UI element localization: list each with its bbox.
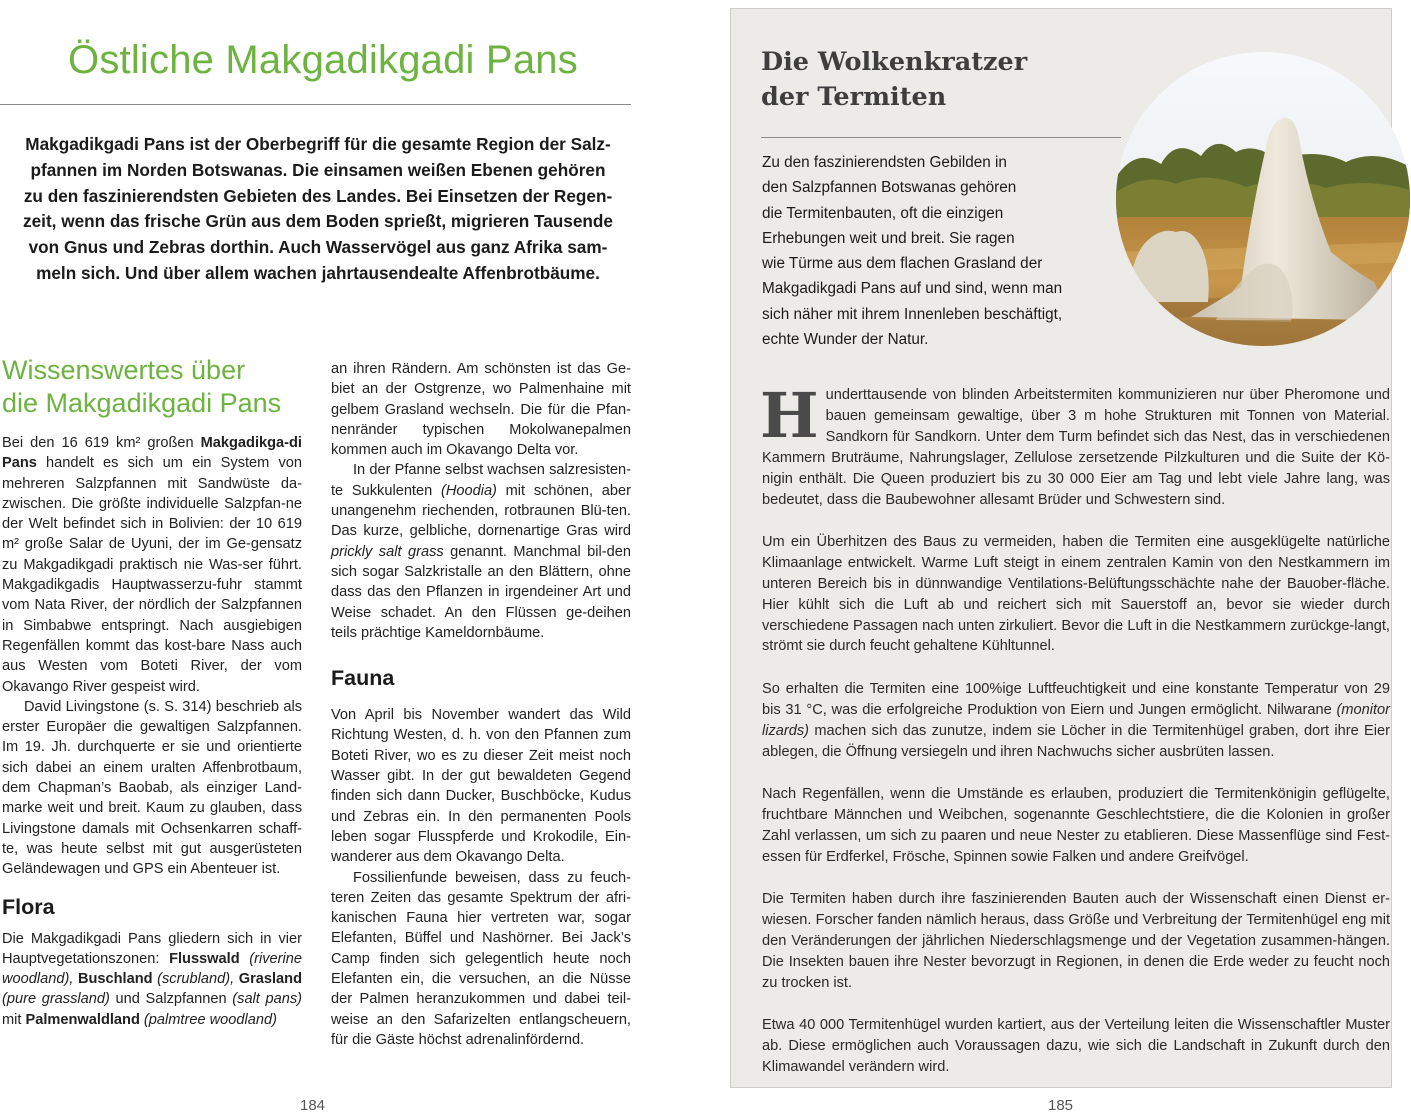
- text-run: und Salzpfannen: [109, 991, 233, 1008]
- text-column-left: [2, 354, 302, 1030]
- text-run: So erhalten die Termiten eine 100%ige Luftfeuchtigkeit und eine konstante Temperatur von 29 bis 31 °C, was die erfolgreiche Produktion von Eiern und Jungen ermöglicht. Nilwarane: [762, 680, 1390, 718]
- bold-term: Buschland: [73, 971, 153, 988]
- flora-heading: Flora: [2, 894, 55, 919]
- page-number: 185: [1048, 1097, 1074, 1114]
- sidebar-body: [760, 379, 1390, 1099]
- termite-mound-illustration: [1116, 52, 1410, 346]
- paragraph: David Livingstone (s. S. 314) beschrieb als erster Europäer die gewaltigen Salzpfannen. Im 19. Jh. durchquerte er sie und orientierte sich dabei an einem uralten Affenbrotbaum, dem Chapman’s Baobab, als einziger Land-marke weit und breit. Kaum zu glauben, dass Livingstone damals mit Ochsenkarren schaff-te, was heute selbst mit gut ausgerüsteten Geländewagen und GPS ein Abenteuer ist.: [2, 698, 302, 878]
- intro-line: zu den faszinierendsten Gebieten des Landes. Bei Einsetzen der Regen-: [23, 185, 613, 206]
- lead-line: Erhebungen weit und breit. Sie ragen: [762, 229, 1015, 247]
- text-column-middle: [331, 359, 631, 1050]
- section-heading-line: Wissenswertes über: [2, 355, 246, 385]
- text-run: underttausende von blinden Arbeitstermiten kommunizieren nur über Pheromone und bauen gemeinsam gewaltige, über 3 m hohe Strukturen mit Tonnen von Material. Sandkorn für Sandkorn. Unter dem Turm befindet sich das Nest, das in verschiedenen Kammern Bruträume, Nahrungslager, Zellulose zersetzende Pilzkulturen und die Suite der Kö-nigin enthält. Die Queen produziert bis zu 30 000 Eier am Tag und lebt viele Jahre lang, was bedeutet, dass die Baubewohner allesamt Brüder und Schwestern sind.: [762, 387, 1390, 508]
- intro-paragraph: [18, 132, 618, 287]
- chapter-title: Östliche Makgadikgadi Pans: [68, 38, 578, 82]
- intro-line: zeit, wenn das frische Grün aus dem Boden sprießt, migrieren Tausende: [23, 211, 613, 232]
- paragraph: Die Termiten haben durch ihre faszinierenden Bauten auch der Wissenschaft einen Dienst er-wiesen. Forscher fanden nämlich heraus, dass Größe und Verbreitung der Termitenhügel eng mit den Veränderungen der jährlichen Niederschlagsmenge und der Vegetation zusammen-hängen. Die Insekten bauen ihre Nester bevorzugt in Regionen, in denen die Erde weder zu feucht noch zu trocken ist.: [762, 891, 1390, 991]
- text-run: machen sich das zunutze, indem sie Löcher in die Termitenhügel graben, dort ihre Eier ablegen, die Öffnung versiegeln und ihren Nachwuchs sicher ausbrüten lassen.: [762, 722, 1390, 760]
- lead-line: Zu den faszinierendsten Gebilden in: [762, 154, 1007, 171]
- text-run: mit schönen, aber unangenehm riechenden, rotbraunen Blü-ten. Das kurze, gelbliche, dornenartige Gras wird: [331, 482, 631, 540]
- bold-term: Flusswald: [169, 950, 240, 967]
- italic-term: (pure grassland): [2, 991, 110, 1008]
- paragraph: [760, 379, 1390, 510]
- sidebar-lead: [762, 150, 1092, 352]
- bold-term: Makgadikga-di Pans: [2, 435, 302, 472]
- sidebar-title: [761, 45, 1121, 115]
- italic-term: (scrubland),: [152, 971, 235, 988]
- lead-line: die Termitenbauten, oft die einzigen: [762, 204, 1004, 222]
- text-run: Die Makgadikgadi Pans gliedern sich in vier Hauptvegetationszonen:: [2, 930, 302, 967]
- intro-line: Makgadikgadi Pans ist der Oberbegriff für die gesamte Region der Salz-: [25, 134, 611, 154]
- spread-gutter: [705, 0, 720, 1115]
- bold-term: Palmenwaldland: [25, 1011, 140, 1028]
- lead-line: den Salzpfannen Botswanas gehören: [762, 179, 1017, 197]
- text-run: Bei den 16 619 km² großen: [2, 435, 201, 451]
- paragraph: [331, 460, 631, 643]
- lead-line: sich näher mit ihrem Innenleben beschäftigt,: [762, 305, 1063, 323]
- fauna-heading: Fauna: [331, 666, 395, 691]
- section-heading: [2, 354, 302, 420]
- paragraph: Etwa 40 000 Termitenhügel wurden kartiert, aus der Verteilung leiten die Wissenschaftler Muster ab. Diese ermöglichen auch Voraussagen dazu, wie sich die Landschaft in Zukunft durch den Klimawandel verändern wird.: [762, 1017, 1390, 1075]
- paragraph: Um ein Überhitzen des Baus zu vermeiden, haben die Termiten eine ausgeklügelte natürliche Klimaanlage entwickelt. Warme Luft steigt in einem zentralen Kamin von den Nestkammern im unteren Bereich bis in dünnwandige Ventilations-Belüftungsschächte nahe der Bauober-fläche. Hier kühlt sich die Luft ab und reichert sich mit Sauerstoff an, bevor sie wieder durch verschiedene Passagen nach unten zirkuliert. Bevor die Luft in die Nestkammern zurückge-langt, strömt sie durch feucht gehaltene Kühltunnel.: [762, 533, 1390, 655]
- paragraph: Fossilienfunde beweisen, dass zu feuch-teren Zeiten das gesamte Spektrum der afri-kanischen Fauna hier vertreten war, sogar Elefanten, Büffel und Nashörner. Bei Jack’s Camp finden sich gelegentlich heute noch Elefanten ein, die versuchen, an die Nüsse der Palmen heranzukommen und dabei teil-weise an den Safarizelten entlangscheuern, für die Gäste höchst adrenalinfördernd.: [331, 869, 631, 1048]
- lead-line: echte Wunder der Natur.: [762, 331, 929, 349]
- left-page: [0, 0, 705, 1115]
- paragraph: Nach Regenfällen, wenn die Umstände es erlauben, produziert die Termitenkönigin geflügelte, fruchtbare Männchen und Weibchen, sogenannte Geschlechtstiere, die die Kolonien in großer Zahl verlassen, um sich zu paaren und neue Nester zu etablieren. Diese Massenflüge sind Fest-essen für Erdferkel, Frösche, Spinnen sowie Falken und andere Greifvögel.: [762, 786, 1390, 865]
- intro-line: meln sich. Und über allem wachen jahrtausendealte Affenbrotbäume.: [36, 262, 600, 283]
- text-run: handelt es sich um ein System von mehreren Salzpfannen mit Sandwüste da-zwischen. Die größte individuelle Salzpfan-ne der Welt befindet sich in Bolivien: der 10 619 m² große Salar de Uyuni, der im Ge-gensatz zu Makgadikgadi praktisch nie Was-ser führt. Makgadikgadis Hauptwasserzu-fuhr stammt vom Nata River, der nördlich der Salzpfannen in Simbabwe entspringt. Nach ausgiebigen Regenfällen kommt das kost-bare Nass auch aus Westen vom Boteti River, der vom Okavango River gespeist wird.: [2, 455, 302, 695]
- italic-term: (salt pans): [232, 991, 302, 1008]
- text-run: mit: [2, 1011, 26, 1028]
- right-page: [720, 0, 1411, 1115]
- drop-cap: H: [760, 379, 819, 452]
- sidebar-box: [730, 8, 1392, 1088]
- paragraph: Von April bis November wandert das Wild Richtung Westen, d. h. von den Pfannen zum Boteti River, wo es zu dieser Zeit meist noch Wasser gibt. In der gut bewaldeten Gegend finden sich dann Ducker, Buschböcke, Kudus und Zebras ein. In den permanenten Pools leben sogar Flusspferde und Krokodile, Ein-wanderer aus dem Okavango Delta.: [331, 707, 631, 866]
- italic-term: (riverine woodland),: [2, 950, 302, 988]
- paragraph: [2, 929, 302, 1030]
- sidebar-title-line: Die Wolkenkratzer: [761, 47, 1028, 77]
- intro-line: pfannen im Norden Botswanas. Die einsamen weißen Ebenen gehören: [30, 159, 606, 180]
- paragraph: [762, 679, 1390, 763]
- lead-line: Makgadikgadi Pans auf und sind, wenn man: [762, 280, 1063, 298]
- page-number: 184: [300, 1097, 326, 1114]
- sidebar-divider: [761, 137, 1121, 138]
- italic-term: prickly salt grass: [331, 543, 444, 560]
- chapter-divider: [0, 104, 631, 105]
- bold-term: Grasland: [234, 971, 302, 988]
- text-run: In der Pfanne selbst wachsen salzresisten-te Sukkulenten: [331, 462, 631, 499]
- paragraph: [2, 433, 302, 697]
- italic-term: (Hoodia): [440, 482, 497, 499]
- section-heading-line: die Makgadikgadi Pans: [2, 388, 282, 418]
- sidebar-title-line: der Termiten: [761, 82, 947, 112]
- italic-term: (palmtree woodland): [139, 1011, 277, 1028]
- lead-line: wie Türme aus dem flachen Grasland der: [762, 255, 1043, 273]
- text-run: genannt. Manchmal bil-den sich sogar Salzkristalle an den Blättern, ohne dass das den Pflanzen in irgendeiner Art und Weise schadet. An den Flüssen ge-deihen teils prächtige Kameldornbäume.: [331, 543, 631, 641]
- intro-line: von Gnus und Zebras dorthin. Auch Wasservögel aus ganz Afrika sam-: [28, 237, 608, 258]
- paragraph: an ihren Rändern. Am schönsten ist das Ge-biet an der Ostgrenze, wo Palmenhaine mit gelbem Grasland wechseln. Die für die Pfan-nenränder typischen Mokolwanepalmen kommen auch im Okavango Delta vor.: [331, 361, 631, 459]
- italic-term: (monitor lizards): [762, 701, 1390, 739]
- termite-mound-photo: [1116, 52, 1410, 346]
